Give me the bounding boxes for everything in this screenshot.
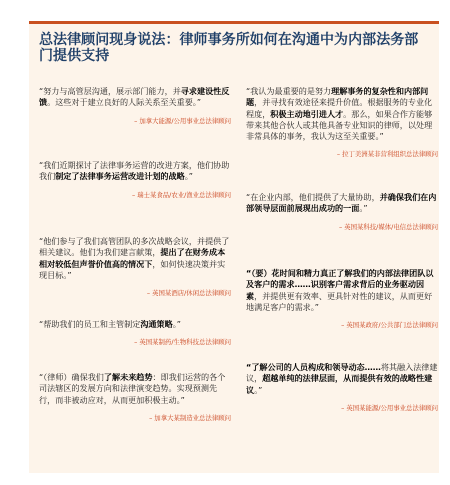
quote-block [246,86,438,159]
quote-emphasis: 沟通策略 [140,319,173,329]
quote-segment: 。” [172,319,181,329]
quote-attribution: – 英国某能源/公用事业总法律顾问 [341,403,438,412]
quote-emphasis: 提出了在财务成本相对较低但声誉价值高的情况下 [39,247,226,269]
quote-text [246,192,438,215]
quote-text [246,268,438,313]
quote-emphasis: 寻求建设性反馈 [39,86,230,108]
quote-attribution: – 英国某制药/生物科技总法律顾问 [134,338,231,347]
quote-attribution: – 瑞士某食品/农业/渔业总法律顾问 [131,190,231,199]
quote-emphasis: 制定了法律事务运营改进计划的战略 [55,171,185,182]
quote-emphasis: 并确保我们在内部领导层面前展现出成功的一面 [246,192,437,214]
quote-text [246,362,438,396]
quote-segment: 。” [359,203,368,214]
quote-emphasis: 积极主动地引进人才 [270,108,344,119]
quote-emphasis: 理解事务的复杂性和内部问题 [246,86,429,108]
quote-block [246,192,438,232]
quote-segment: “（律师）确保我们 [39,372,104,382]
quote-text [246,86,438,142]
quote-block [39,319,231,347]
quote-segment: “在企业内部，他们提供了大量协助， [246,192,380,202]
quote-block [39,86,231,126]
quote-text [39,372,231,406]
quote-emphasis: “了解公司的人员构成和领导动态…… [246,362,381,372]
quote-attribution: – 英国某酒店/休闲总法律顾问 [146,289,231,298]
quote-segment: ：即我们运营的各个司法辖区的发展方向和法律演变趋势。实现预测先行，而非被动应对，从而更加积极主动。” [39,372,226,405]
quote-segment: ，并提供更有效率、更具针对性的建议，从而更好地满足客户的需求。” [246,290,433,312]
quote-attribution: – 加拿大能源/公用事业总法律顾问 [134,116,231,125]
quote-emphasis: 超越单纯的法律层面，从而提供有效的战略性建议 [246,373,433,395]
quote-segment: ，并寻找有效途径来提升价值。根据服务的专业化程度， [246,97,433,119]
quote-block [246,268,438,330]
quote-segment: 。那么，如果合作方能够带来其他合伙人或其他具备专业知识的律师，以处理非常具体的事务，我认为这至关重要。” [246,108,433,142]
quote-block [39,160,231,200]
quote-segment: “我们近期探讨了法律事务运营的改进方案，他们协助我们 [39,160,230,182]
quote-segment: “我认为最重要的是努力 [246,86,332,96]
quote-segment: ，如何快速决策并实现目标。” [39,258,226,280]
quote-segment: 。” [254,384,263,395]
quote-block [246,362,438,413]
quote-attribution: – 拉丁美洲某非营利组织总法律顾问 [336,150,438,159]
quote-text [39,319,231,330]
quote-segment: “帮助我们的员工和主管制定 [39,319,141,329]
quote-text [39,236,231,281]
quote-segment: “努力与高管层沟通，展示部门能力，并 [39,86,181,96]
quote-text [39,86,231,109]
quote-attribution: – 英国某科技/媒体/电信总法律顾问 [338,222,438,231]
page-title: 总法律顾问现身说法：律师事务所如何在沟通中为内部法务部门提供支持 [39,32,419,64]
quote-segment: “他们参与了我们高管团队的多次战略会议，并提供了相关建议。他们为我们建言献策， [39,236,230,258]
quote-block [39,372,231,423]
quote-block [39,236,231,298]
quote-segment: 将其融入法律建议， [246,362,438,384]
quote-segment: 。” [184,171,193,182]
quote-attribution: – 英国某政府/公共部门总法律顾问 [341,321,438,330]
quote-emphasis: “（要）花时间和精力真正了解我们的内部法律团队以及客户的需求……识别客户需求背后的业务驱动因素 [246,268,434,301]
quote-attribution: – 加拿大某制造业总法律顾问 [149,413,231,422]
quote-emphasis: 了解未来趋势 [103,372,153,382]
quote-text [39,160,231,183]
quote-segment: 。这些对于建立良好的人际关系至关重要。” [47,97,202,108]
